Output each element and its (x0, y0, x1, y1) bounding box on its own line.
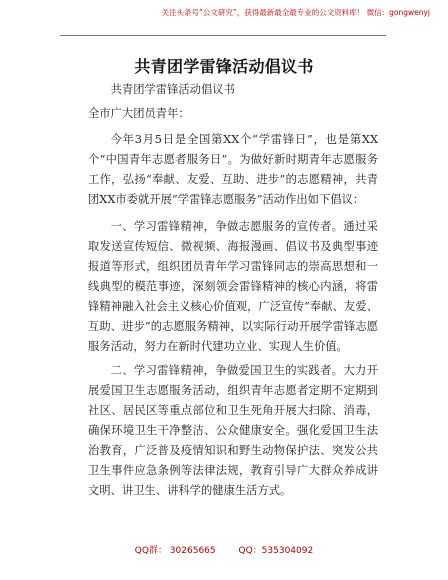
paragraph-text: 一、学习雷锋精神，争做志愿服务的宣传者。通过采取发送宣传短信、微视频、海报漫画、倡议书及典型事迹报道等形式，组织团员青年学习雷锋同志的崇高思想和一线典型的模范事迹，深刻领会雷锋精神的核心内涵，将雷锋精神融入社会主义核心价值观，广泛宣传“奉献、友爱、互助、进步”的志愿服务精神，以实际行动开展学雷锋志愿服务活动，努力在新时代建功立业、实现人生价值。 (88, 220, 378, 353)
subtitle-text: 共青团学雷锋活动倡议书 (110, 83, 235, 96)
paragraph-point-two (88, 361, 378, 501)
document-title: 共青团学雷锋活动倡议书 (134, 57, 314, 76)
footer-contact: QQ群： 30265665 QQ：535304092 (134, 546, 314, 556)
paragraph-point-one (88, 217, 378, 357)
header-divider (60, 35, 386, 36)
greeting-text: 全市广大团员青年： (88, 107, 190, 120)
header-promo-note: 关注头条号“公文研究”，获得最新最全最专业的公文资料库！ 微信：gongwenyj (161, 8, 430, 17)
paragraph-intro (88, 130, 378, 210)
greeting (88, 104, 378, 124)
paragraph-text: 二、学习雷锋精神，争做爱国卫生的实践者。大力开展爱国卫生志愿服务活动，组织青年志愿者定期不定期到社区、居民区等重点部位和卫生死角开展大扫除、消毒，确保环境卫生干净整洁、公众健康安全。强化爱国卫生法治教育，广泛普及疫情知识和野生动物保护法、突发公共卫生事件应急条例等法律法规，教育引导广大群众养成讲文明、讲卫生、讲科学的健康生活方式。 (88, 364, 378, 497)
paragraph-text: 今年3月5日是全国第XX个“学雷锋日”，也是第XX个“中国青年志愿者服务日”。为做好新时期青年志愿服务工作，弘扬“奉献、友爱、互助、进步”的志愿精神，共青团XX市委就开展“学雷锋志愿服务”活动作出如下倡议： (88, 133, 378, 206)
document-subtitle (88, 80, 378, 100)
